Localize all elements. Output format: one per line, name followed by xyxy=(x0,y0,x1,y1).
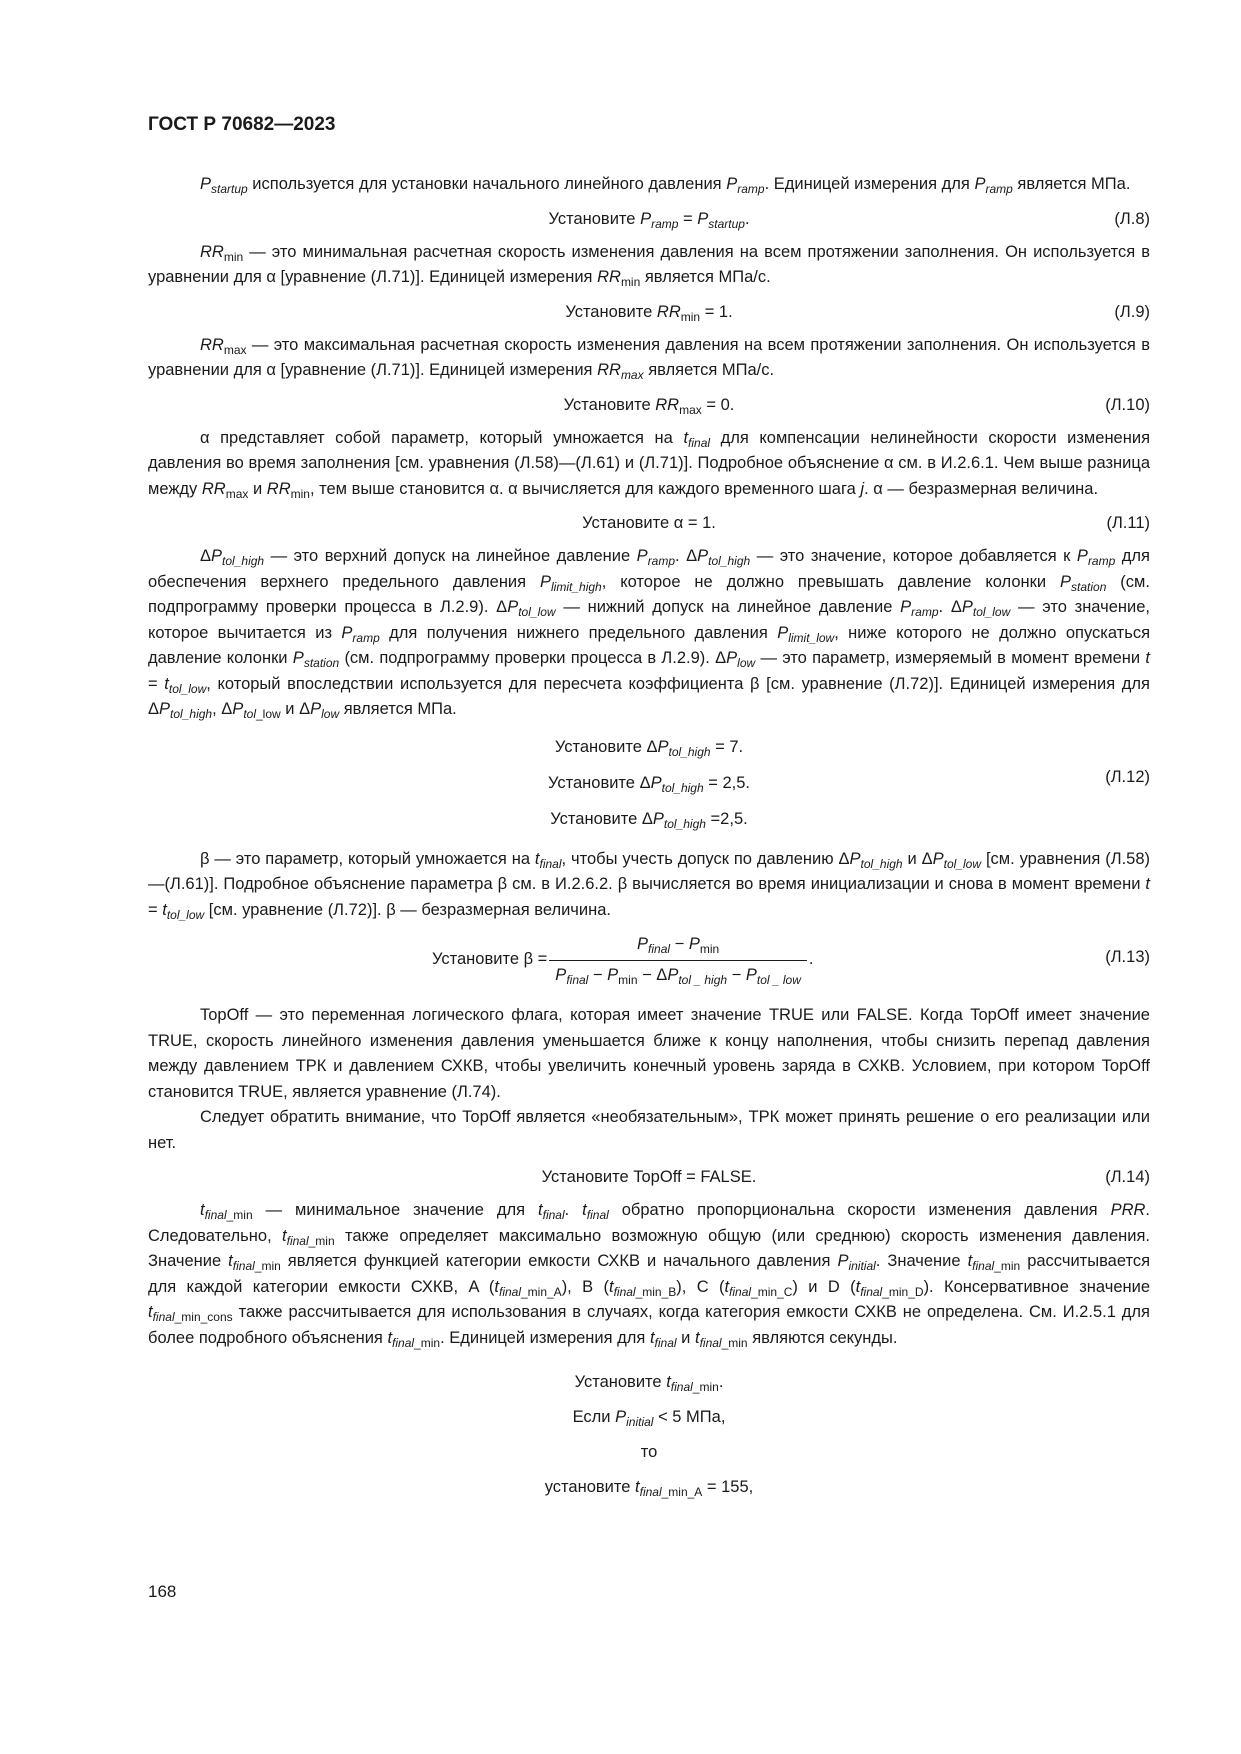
paragraph-t-final-min: $t_{final\_min}$ — минимальное значение для $t_{final}$. $t_{final}$ обратно пропорциональна скорости изменения давления PRR. Следовательно, $t_{final\_min}$ также определяет максимально возможную общую (или среднюю) скорость изменения давления. Значение $t_{final\_min}$ является функцией категории емкости СХКВ и начального давления $P_{initial}$. Значение $t_{final\_min}$ рассчитывается для каждой категории емкости СХКВ, A $(t_{final\_min\_A})$, B $(t_{final\_min\_B})$, C $(t_{final\_min\_C})$ и D $(t_{final\_min\_D})$. Консервативное значение $t_{final\_min\_cons}$ также рассчитывается для использования в случаях, когда категория емкости СХКВ не определена. См. И.2.5.1 для более подробного объяснения $t_{final\_min}$. Единицей измерения для $t_{final}$ и $t_{final\_min}$ являются секунды. xyxy=(148,1201,1151,1350)
equation-line: Установите $\Delta P_{tol\_high} =2,5$. xyxy=(550,809,748,831)
equation-number: (Л.12) xyxy=(1105,767,1150,786)
equation-number: (Л.9) xyxy=(1114,302,1150,321)
paragraph-delta-p-tol: $\Delta P_{tol\_high}$ — это верхний допуск на линейное давление $P_{ramp}$. $\Delta P_{tol\_high}$ — это значение, которое добавляется к $P_{ramp}$ для обеспечения верхнего предельного давления $P_{limit\_high}$, которое не должно превышать давление колонки $P_{station}$ (см. подпрограмму проверки процесса в Л.2.9). $\Delta P_{tol\_low}$ — нижний допуск на линейное давление $P_{ramp}$. $\Delta P_{tol\_low}$ — это значение, которое вычитается из $P_{ramp}$ для получения нижнего предельного давления $P_{limit\_low}$, ниже которого не должно опускаться давление колонки $P_{station}$ (см. подпрограмму проверки процесса в Л.2.9). $\Delta P_{low}$ — это параметр, измеряемый в момент времени $t = t_{tol\_low}$, который впоследствии используется для пересчета коэффициента β [см. уравнение (Л.72)]. Единицей измерения для $\Delta P_{tol\_high}$, $\Delta P_{tol\_low}$ и $\Delta P_{low}$ является МПа. xyxy=(148,547,1151,721)
equation-l11: Установите α = 1. (Л.11) xyxy=(148,510,1150,536)
beta-fraction xyxy=(549,932,807,988)
algorithm-line: установите $t_{final\_min\_A} = 155$, xyxy=(544,1478,754,1499)
equation-number: (Л.8) xyxy=(1114,209,1150,228)
equation-line: Установите $\Delta P_{tol\_high} = 2,5$. xyxy=(547,773,750,795)
paragraph-beta: β — это параметр, который умножается на $t_{final}$, чтобы учесть допуск по давлению $\Delta P_{tol\_high}$ и $\Delta P_{tol\_low}$ [см. уравнения (Л.58)—(Л.61)]. Подробное объяснение параметра β см. в И.2.6.2. β вычисляется во время инициализации и снова в момент времени $t = t_{tol\_low}$ [см. уравнение (Л.72)]. β — безразмерная величина. xyxy=(148,849,1150,922)
fraction-denominator: $P_{final} - P_{min} - \Delta P_{tol \_ high} - P_{tol \_ low}$ xyxy=(549,960,807,989)
document-header: ГОСТ Р 70682—2023 xyxy=(148,114,336,135)
equation-line: Установите $\Delta P_{tol\_high} = 7$. xyxy=(554,737,744,759)
equation-number: (Л.14) xyxy=(1105,1168,1150,1186)
equation-number: (Л.10) xyxy=(1105,395,1150,414)
algorithm-block xyxy=(148,1365,1150,1505)
equation-l9: Установите $RR_{min} = 1$. (Л.9) xyxy=(148,299,1150,325)
paragraph-topoff-note: Следует обратить внимание, что TopOff является «необязательным», ТРК может принять решение о его реализации или нет. xyxy=(148,1108,1150,1152)
equation-number: (Л.11) xyxy=(1106,514,1150,532)
paragraph-p-startup: $P_{startup}$ используется для установки начального линейного давления $P_{ramp}$. Единицей измерения для $P_{ramp}$ является МПа. xyxy=(200,175,1131,196)
algorithm-line: Установите $t_{final\_min}$. xyxy=(574,1373,724,1394)
paragraph-topoff: TopOff — это переменная логического флага, которая имеет значение TRUE или FALSE. Когда TopOff имеет значение TRUE, скорость линейного изменения давления уменьшается ближе к концу наполнения, чтобы снизить перепад давления между давлением ТРК и давлением СХКВ, чтобы увеличить конечный уровень заряда в СХКВ. Условием, при котором TopOff становится TRUE, является уравнение (Л.74). xyxy=(148,1006,1150,1101)
algorithm-line: то xyxy=(640,1443,658,1461)
equation-l10: Установите $RR_{max} = 0$. (Л.10) xyxy=(148,392,1150,418)
paragraph-alpha: α представляет собой параметр, который умножается на $t_{final}$ для компенсации нелинейности скорости изменения давления во время заполнения [см. уравнения (Л.58)—(Л.61) и (Л.71)]. Подробное объяснение α см. в И.2.6.1. Чем выше разница между $RR_{max}$ и $RR_{min}$, тем выше становится α. α вычисляется для каждого временного шага j. α — безразмерная величина. xyxy=(148,428,1151,501)
paragraph-rr-min: $RR_{min}$ — это минимальная расчетная скорость изменения давления на всем протяжении заполнения. Он используется в уравнении для α [уравнение (Л.71)]. Единицей измерения $RR_{min}$ является МПа/с. xyxy=(148,242,1150,289)
equation-l12 xyxy=(148,729,1150,837)
equation-number: (Л.13) xyxy=(1105,948,1150,966)
equation-l8: Установите $P_{ramp} = P_{startup}$. (Л.8) xyxy=(148,206,1150,232)
fraction-numerator: $P_{final} - P_{min}$ xyxy=(637,935,720,956)
equation-l13: Установите β = $\frac{P_{final} - P_{min}}{P_{final} - P_{min} - \Delta P_{tol \_ high} - P_{tol \_ low}}$ . (Л.13) xyxy=(148,931,1150,989)
page-body xyxy=(148,172,1150,1505)
paragraph-rr-max: $RR_{max}$ — это максимальная расчетная скорость изменения давления на всем протяжении заполнения. Он используется в уравнении для α [уравнение (Л.71)]. Единицей измерения $RR_{max}$ является МПа/с. xyxy=(148,335,1150,382)
page-number: 168 xyxy=(148,1582,177,1601)
equation-l14: Установите TopOff = FALSE. (Л.14) xyxy=(148,1164,1150,1190)
algorithm-line: Если $P_{initial} < 5$ МПа, xyxy=(572,1408,726,1429)
